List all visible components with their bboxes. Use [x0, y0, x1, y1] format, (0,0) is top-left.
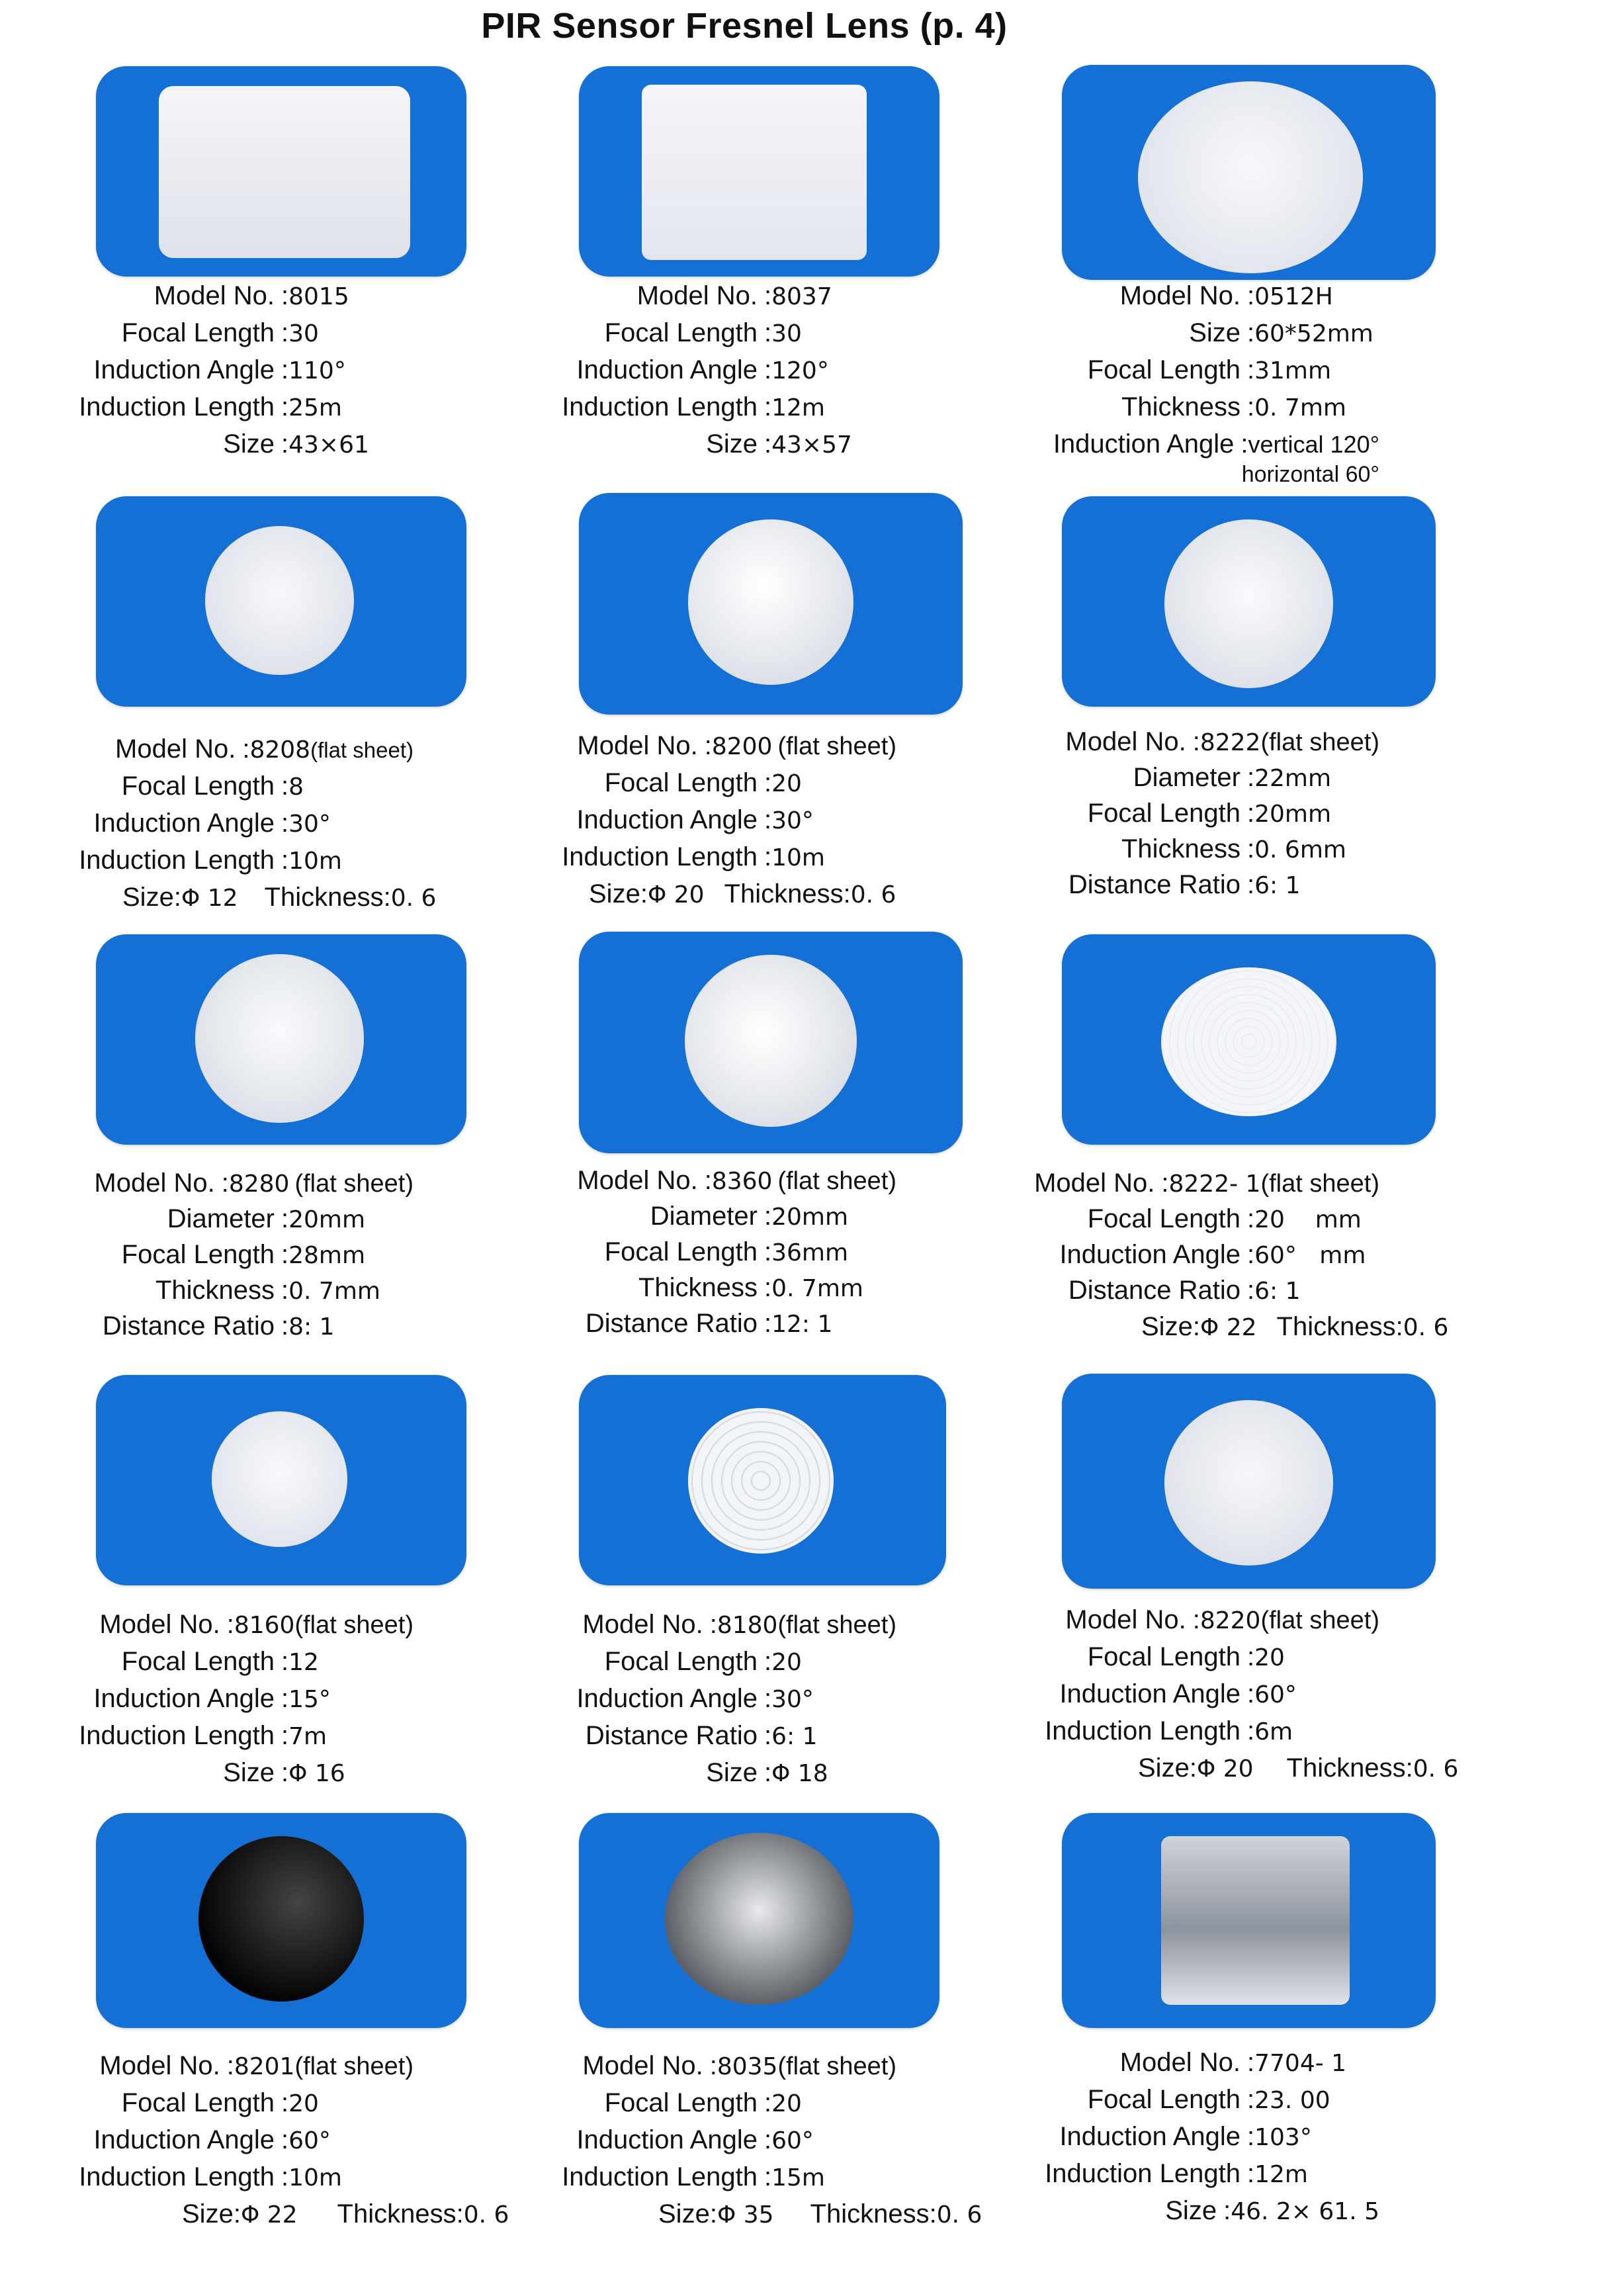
focal-length-value: 36mm	[771, 1239, 849, 1266]
diameter-label: Diameter	[1133, 763, 1241, 792]
focal-length-value: 31mm	[1254, 357, 1332, 384]
focal-length-label: Focal Length	[1087, 355, 1241, 384]
induction-length-value: 6m	[1254, 1718, 1293, 1745]
product-photo	[1062, 934, 1436, 1145]
induction-angle-label: Induction Angle	[576, 1684, 758, 1713]
thickness-label: Thickness	[724, 879, 844, 908]
model-label: Model No.	[99, 2051, 220, 2080]
thickness-value: 0. 6	[1413, 1755, 1459, 1783]
flat-sheet-note: (flat sheet)	[777, 1167, 896, 1195]
induction-angle-label: Induction Angle	[93, 809, 275, 838]
thickness-value: 0. 7mm	[771, 1275, 863, 1302]
lens-dome-image	[1138, 81, 1363, 273]
focal-length-value: 20	[771, 1649, 802, 1676]
size-value: 60*52mm	[1254, 320, 1373, 347]
lens-dome-image	[665, 1833, 853, 2005]
induction-angle-value: 60°	[288, 2127, 331, 2154]
induction-angle-value: 30°	[771, 1686, 814, 1713]
lens-dome-image	[195, 954, 364, 1123]
model-label: Model No.	[94, 1169, 215, 1198]
thickness-value: 0. 6	[936, 2201, 982, 2229]
product-photo	[1062, 1813, 1436, 2028]
product-photo	[579, 1813, 939, 2028]
induction-angle-label: Induction Angle	[576, 805, 758, 834]
model-label: Model No.	[1119, 2048, 1241, 2077]
focal-length-value: 20	[771, 770, 802, 797]
size-value: Φ 18	[771, 1760, 828, 1787]
product-photo	[579, 932, 963, 1153]
size-label: Size	[1138, 1753, 1190, 1783]
model-label: Model No.	[1034, 1169, 1155, 1198]
model-value: 8220	[1199, 1607, 1261, 1634]
model-value: 8160	[234, 1612, 295, 1639]
focal-length-value: 20 mm	[1254, 1206, 1362, 1233]
size-label: Size	[1141, 1312, 1193, 1341]
induction-length-value: 10m	[288, 2164, 343, 2191]
product-photo	[96, 66, 466, 277]
focal-length-label: Focal Length	[1087, 1204, 1241, 1233]
size-value: Φ 22	[1199, 1314, 1257, 1341]
lens-dome-image	[212, 1411, 347, 1547]
lens-dome-image	[688, 1408, 834, 1554]
size-label: Size	[223, 429, 275, 459]
model-value: 8222	[1199, 729, 1261, 756]
induction-angle-value: vertical 120°	[1248, 431, 1379, 458]
thickness-value: 0. 6	[1403, 1314, 1449, 1341]
induction-angle-value: 60°	[771, 2127, 814, 2154]
model-value: 8222- 1	[1168, 1170, 1261, 1198]
thickness-label: Thickness	[1121, 392, 1241, 421]
induction-length-value: 10m	[771, 844, 826, 871]
model-value: 8180	[717, 1612, 778, 1639]
induction-angle-value: 60°	[1254, 1681, 1297, 1708]
product-photo	[579, 66, 939, 277]
model-value: 7704- 1	[1254, 2050, 1347, 2077]
thickness-value: 0. 6	[463, 2201, 509, 2229]
induction-angle-value: 30°	[771, 807, 814, 834]
product-photo	[96, 1813, 466, 2028]
size-label: Size	[1165, 2196, 1217, 2225]
size-label: Size	[658, 2199, 710, 2229]
flat-sheet-note: (flat sheet)	[294, 1611, 414, 1639]
model-value: 8208	[249, 736, 311, 764]
flat-sheet-note: (flat sheet)	[777, 732, 896, 760]
model-value: 8035	[717, 2053, 778, 2080]
distance-ratio-label: Distance Ratio	[585, 1721, 758, 1750]
induction-angle-label: Induction Angle	[576, 2125, 758, 2154]
diameter-value: 22mm	[1254, 765, 1332, 792]
product-photo	[96, 1375, 466, 1585]
induction-angle-label: Induction Angle	[93, 1684, 275, 1713]
size-value: 43×61	[288, 431, 369, 459]
distance-ratio-label: Distance Ratio	[1068, 870, 1241, 899]
size-value: Φ 35	[717, 2201, 774, 2229]
diameter-label: Diameter	[167, 1204, 275, 1233]
lens-dome-image	[1161, 967, 1336, 1116]
induction-angle-value: 30°	[288, 811, 331, 838]
thickness-value: 0. 6	[850, 881, 896, 908]
diameter-label: Diameter	[650, 1202, 758, 1231]
model-value: 8201	[234, 2053, 295, 2080]
focal-length-label: Focal Length	[121, 318, 275, 347]
product-photo	[1062, 496, 1436, 707]
focal-length-value: 20	[288, 2090, 319, 2117]
thickness-label: Thickness	[337, 2199, 457, 2229]
model-value: 8037	[771, 283, 832, 310]
model-value: 8015	[288, 283, 349, 310]
induction-length-label: Induction Length	[79, 392, 275, 421]
induction-length-value: 25m	[288, 394, 343, 421]
model-value: 8200	[711, 733, 773, 760]
induction-length-label: Induction Length	[562, 392, 758, 421]
size-label: Size	[223, 1758, 275, 1787]
product-photo	[96, 934, 466, 1145]
induction-length-label: Induction Length	[562, 2162, 758, 2191]
induction-angle-value: 110°	[288, 357, 346, 384]
model-label: Model No.	[577, 1166, 698, 1195]
product-photo	[579, 1375, 946, 1585]
model-value: 8360	[711, 1168, 773, 1195]
thickness-value: 0. 6	[390, 885, 437, 912]
lens-dome-image	[198, 1836, 364, 2002]
lens-sheet-image	[159, 86, 410, 258]
focal-length-value: 23. 00	[1254, 2087, 1330, 2114]
model-label: Model No.	[115, 734, 236, 764]
thickness-label: Thickness	[1286, 1753, 1406, 1783]
model-label: Model No.	[1065, 727, 1186, 756]
size-label: Size	[706, 1758, 758, 1787]
distance-ratio-label: Distance Ratio	[585, 1309, 758, 1338]
size-label: Size	[589, 879, 640, 908]
lens-sheet-image	[1161, 1836, 1350, 2005]
lens-dome-image	[688, 519, 853, 685]
distance-ratio-value: 8: 1	[288, 1313, 335, 1341]
induction-angle-label: Induction Angle	[93, 2125, 275, 2154]
size-label: Size	[182, 2199, 234, 2229]
model-value: 8280	[228, 1170, 290, 1198]
size-value: Φ 20	[647, 881, 705, 908]
model-label: Model No.	[99, 1610, 220, 1639]
induction-angle-horizontal: horizontal 60°	[1241, 462, 1379, 487]
size-label: Size	[122, 883, 174, 912]
distance-ratio-value: 6: 1	[771, 1723, 818, 1750]
thickness-value: 0. 6mm	[1254, 836, 1346, 863]
lens-dome-image	[205, 526, 354, 675]
thickness-label: Thickness	[264, 883, 384, 912]
thickness-value: 0. 7mm	[288, 1278, 380, 1305]
focal-length-value: 30	[288, 320, 319, 347]
lens-dome-image	[1164, 519, 1333, 688]
product-photo	[1062, 65, 1436, 280]
focal-length-label: Focal Length	[604, 768, 758, 797]
flat-sheet-note: (flat sheet)	[1260, 729, 1379, 756]
induction-angle-value: 120°	[771, 357, 829, 384]
induction-length-value: 12m	[771, 394, 826, 421]
induction-length-label: Induction Length	[79, 846, 275, 875]
focal-length-value: 30	[771, 320, 802, 347]
lens-dome-image	[1164, 1400, 1333, 1566]
induction-angle-value: 60° mm	[1254, 1242, 1366, 1269]
distance-ratio-label: Distance Ratio	[1068, 1276, 1241, 1305]
focal-length-value: 28mm	[288, 1242, 366, 1269]
thickness-value: 0. 7mm	[1254, 394, 1346, 421]
size-value: 46. 2× 61. 5	[1231, 2198, 1379, 2225]
flat-sheet-note: (flat sheet)	[294, 2053, 414, 2080]
diameter-value: 20mm	[771, 1204, 849, 1231]
distance-ratio-value: 6: 1	[1254, 1278, 1301, 1305]
induction-angle-value: 103°	[1254, 2124, 1312, 2151]
diameter-value: 20mm	[288, 1206, 366, 1233]
focal-length-value: 12	[288, 1649, 319, 1676]
focal-length-label: Focal Length	[121, 1240, 275, 1269]
distance-ratio-value: 6: 1	[1254, 872, 1301, 899]
induction-length-value: 15m	[771, 2164, 826, 2191]
flat-sheet-note: (flat sheet)	[777, 1611, 896, 1639]
flat-sheet-note: (flat sheet)	[1260, 1607, 1379, 1634]
size-value: Φ 22	[240, 2201, 298, 2229]
thickness-label: Thickness	[155, 1276, 275, 1305]
flat-sheet-note: (flat sheet)	[310, 738, 414, 762]
induction-length-label: Induction Length	[1045, 2159, 1241, 2188]
induction-length-label: Induction Length	[79, 1721, 275, 1750]
thickness-label: Thickness	[1276, 1312, 1396, 1341]
induction-angle-label: Induction Angle	[93, 355, 275, 384]
thickness-label: Thickness	[810, 2199, 930, 2229]
model-label: Model No.	[636, 281, 758, 310]
flat-sheet-note: (flat sheet)	[1260, 1170, 1379, 1198]
product-photo	[579, 493, 963, 715]
induction-length-value: 10m	[288, 848, 343, 875]
flat-sheet-note: (flat sheet)	[777, 2053, 896, 2080]
induction-angle-label: Induction Angle	[1053, 429, 1235, 459]
induction-angle-label: Induction Angle	[1059, 1679, 1241, 1708]
model-label: Model No.	[153, 281, 275, 310]
thickness-label: Thickness	[638, 1273, 758, 1302]
induction-length-label: Induction Length	[562, 842, 758, 871]
focal-length-label: Focal Length	[604, 2088, 758, 2117]
focal-length-label: Focal Length	[1087, 799, 1241, 828]
size-value: Φ 16	[288, 1760, 345, 1787]
size-value: 43×57	[771, 431, 852, 459]
focal-length-label: Focal Length	[604, 1647, 758, 1676]
induction-angle-label: Induction Angle	[1059, 1240, 1241, 1269]
focal-length-label: Focal Length	[604, 1237, 758, 1266]
size-value: Φ 12	[181, 885, 238, 912]
product-photo	[96, 496, 466, 707]
induction-angle-label: Induction Angle	[576, 355, 758, 384]
induction-length-value: 12m	[1254, 2161, 1309, 2188]
model-label: Model No.	[1119, 281, 1241, 310]
lens-dome-image	[685, 955, 857, 1127]
model-label: Model No.	[577, 731, 698, 760]
induction-length-label: Induction Length	[1045, 1716, 1241, 1745]
focal-length-value: 20	[1254, 1644, 1285, 1671]
size-label: Size	[1189, 318, 1241, 347]
focal-length-value: 20	[771, 2090, 802, 2117]
induction-angle-value: 15°	[288, 1686, 331, 1713]
focal-length-value: 20mm	[1254, 801, 1332, 828]
induction-angle-label: Induction Angle	[1059, 2122, 1241, 2151]
focal-length-label: Focal Length	[1087, 2085, 1241, 2114]
focal-length-label: Focal Length	[121, 772, 275, 801]
page-title: PIR Sensor Fresnel Lens (p. 4)	[481, 6, 1008, 46]
focal-length-label: Focal Length	[604, 318, 758, 347]
induction-length-label: Induction Length	[79, 2162, 275, 2191]
focal-length-value: 8	[288, 773, 304, 801]
model-label: Model No.	[582, 2051, 703, 2080]
induction-length-value: 7m	[288, 1723, 327, 1750]
flat-sheet-note: (flat sheet)	[294, 1170, 414, 1198]
thickness-label: Thickness	[1121, 834, 1241, 863]
lens-sheet-image	[642, 85, 867, 260]
focal-length-label: Focal Length	[121, 2088, 275, 2117]
product-photo	[1062, 1374, 1436, 1589]
distance-ratio-label: Distance Ratio	[102, 1311, 275, 1341]
focal-length-label: Focal Length	[121, 1647, 275, 1676]
size-label: Size	[706, 429, 758, 459]
size-value: Φ 20	[1196, 1755, 1254, 1783]
focal-length-label: Focal Length	[1087, 1642, 1241, 1671]
model-label: Model No.	[582, 1610, 703, 1639]
distance-ratio-value: 12: 1	[771, 1311, 833, 1338]
model-value: 0512H	[1254, 283, 1333, 310]
model-label: Model No.	[1065, 1605, 1186, 1634]
